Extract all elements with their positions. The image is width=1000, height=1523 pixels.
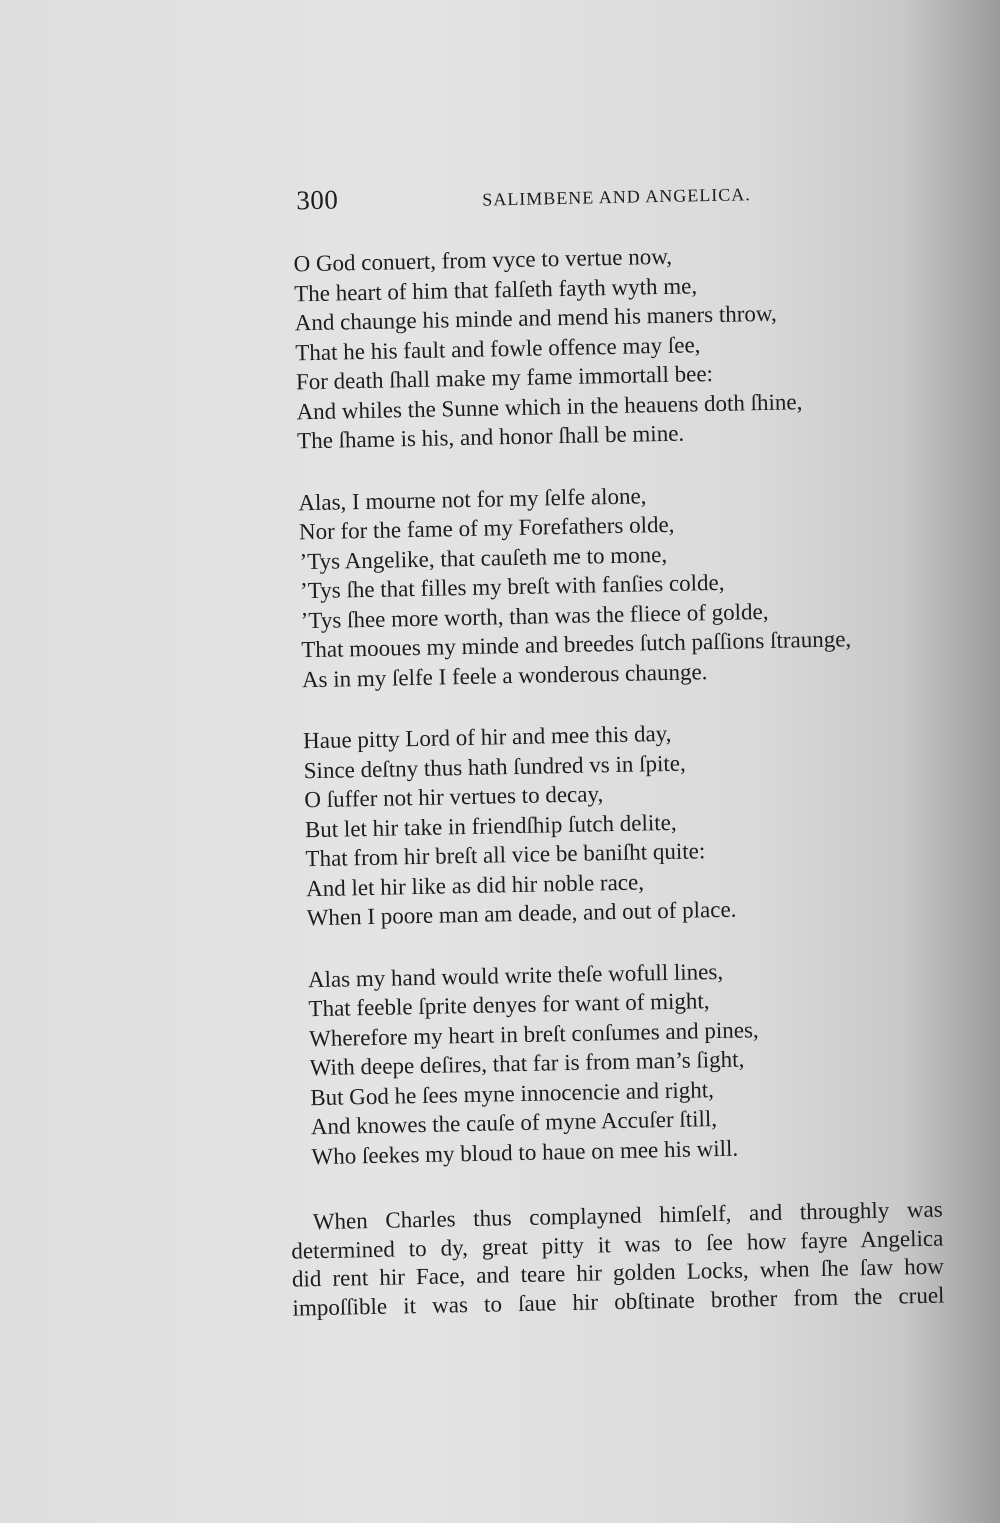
verse-line: Nor for the fame of my Forefathers olde,	[298, 511, 675, 545]
verse-line: That feeble ſprite denyes for want of might,	[308, 988, 710, 1022]
stanza	[298, 475, 932, 694]
verse-line: ’Tys ſhe that filles my breſt with fanſies colde,	[299, 569, 725, 604]
prose-paragraph	[291, 1196, 945, 1323]
verse-line: Alas, I mourne not for my ſelfe alone,	[298, 482, 647, 515]
verse-line: And whiles the Sunne which in the heauens doth ſhine,	[296, 388, 803, 424]
verse-line: That mooues my minde and breedes ſutch paſſions ſtraunge,	[301, 626, 852, 663]
verse-line: And knowes the cauſe of myne Accuſer ſtill,	[310, 1106, 718, 1140]
verse-line: Haue pitty Lord of hir and mee this day,	[302, 720, 672, 754]
verse-line: Alas my hand would write theſe wofull lines,	[307, 958, 724, 992]
verse-line: Since deſtny thus hath ſundred vs in ſpite,	[303, 750, 686, 783]
running-title: SALIMBENE AND ANGELICA.	[482, 184, 751, 210]
verse-line: O ſuffer not hir vertues to decay,	[304, 781, 604, 813]
verse-line: As in my ſelfe I feele a wonderous chaunge.	[301, 658, 708, 692]
stanza	[308, 952, 942, 1171]
verse-line: For death ſhall make my fame immortall bee:	[295, 360, 714, 395]
verse-line: ’Tys Angelike, that cauſeth me to mone,	[299, 541, 668, 574]
verse-line: When I poore man am deade, and out of place.	[306, 896, 737, 931]
page-number: 300	[295, 184, 339, 216]
verse-line: O God conuert, from vyce to vertue now,	[293, 243, 673, 277]
verse-line: The ſhame is his, and honor ſhall be mine.	[296, 420, 685, 454]
verse-line: With deepe deſires, that far is from man’s ſight,	[309, 1046, 745, 1081]
page-header	[262, 173, 923, 220]
verse-line: That from hir breſt all vice be baniſht quite:	[305, 838, 706, 872]
verse-line: But let hir take in friendſhip ſutch delite,	[304, 809, 677, 842]
verse-line: ’Tys ſhee more worth, than was the fliece of golde,	[300, 598, 769, 633]
stanza	[303, 714, 937, 933]
verse-line: The heart of him that falſeth fayth wyth me,	[293, 272, 698, 306]
verse-line: Wherefore my heart in breſt conſumes and pines,	[308, 1016, 759, 1051]
verse-line: And let hir like as did hir noble race,	[305, 868, 645, 901]
prose-line: determined to dy, great pitty it was to ſee how fayre Angelica	[291, 1225, 944, 1264]
prose-line: When Charles thus complayned himſelf, and throughly was	[312, 1196, 943, 1235]
page-text	[262, 173, 945, 1323]
verse-line: Who ſeekes my bloud to haue on mee his will.	[311, 1135, 739, 1169]
verse-line: And chaunge his minde and mend his maners throw,	[294, 300, 777, 336]
prose-line: did rent hir Face, and teare hir golden Locks, when ſhe ſaw how	[291, 1253, 945, 1292]
stanza	[293, 237, 927, 456]
verse-line: That he his fault and fowle offence may ſee,	[295, 331, 701, 365]
prose-line: impoſſible it was to ſaue hir obſtinate brother from the cruel	[292, 1282, 945, 1321]
verse-line: But God he ſees myne innocencie and right,	[310, 1076, 715, 1110]
